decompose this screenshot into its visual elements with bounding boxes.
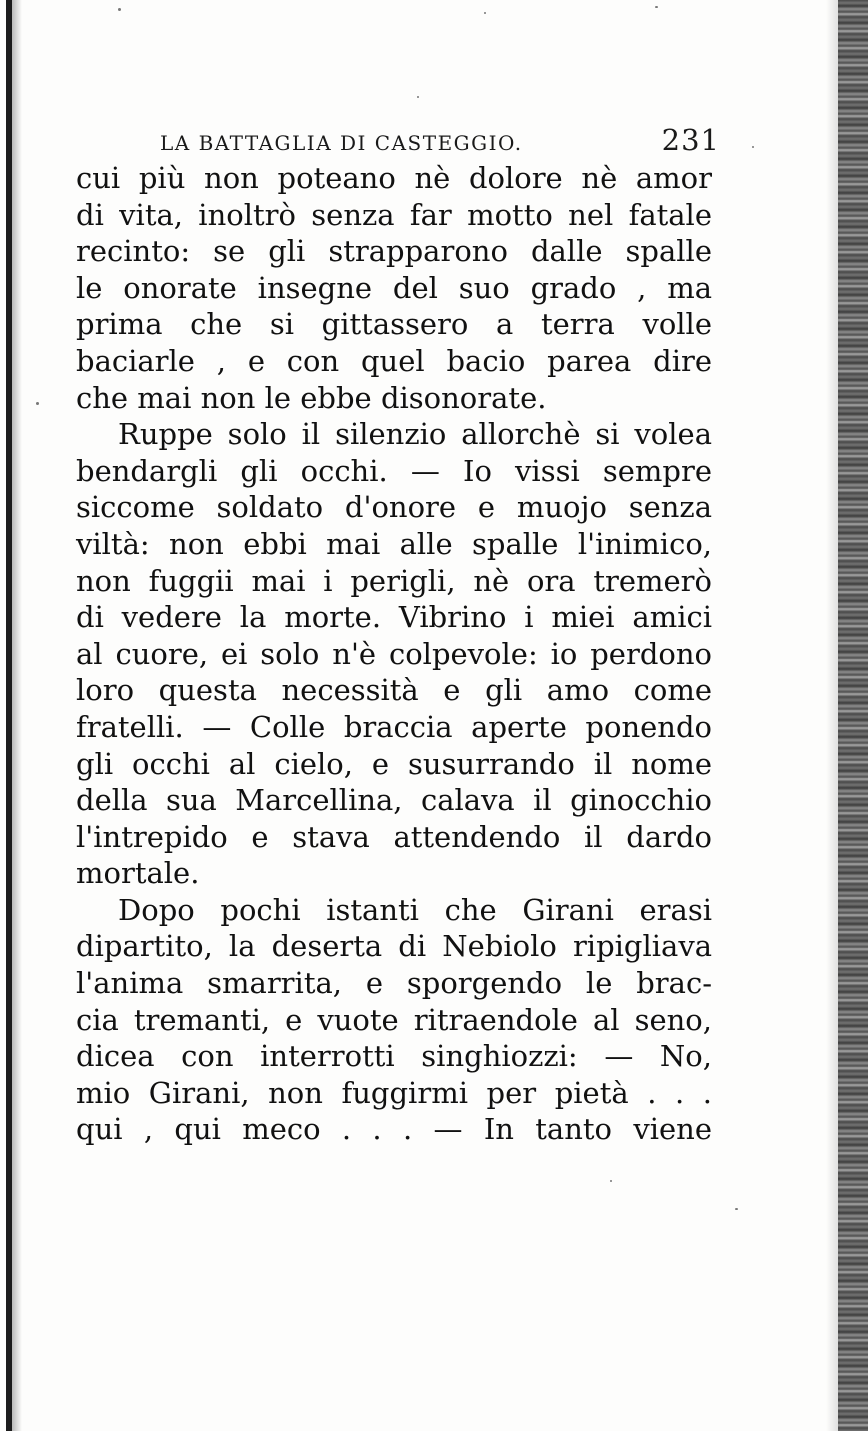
text-line: loro questa necessità e gli amo come bbox=[76, 673, 712, 708]
paper-speck bbox=[752, 146, 754, 148]
text-line: l'intrepido e stava attendendo il dardo bbox=[76, 819, 712, 854]
text-line: non fuggii mai i perigli, nè ora tremerò bbox=[76, 563, 712, 598]
text-line: mortale. bbox=[76, 856, 200, 891]
paper-speck bbox=[36, 402, 39, 405]
paper-speck bbox=[655, 6, 658, 8]
body-text bbox=[76, 160, 712, 1148]
text-line: al cuore, ei solo n'è colpevole: io perdono bbox=[76, 636, 712, 671]
paragraph-first-line: Ruppe solo il silenzio allorchè si volea bbox=[118, 417, 712, 452]
paper-speck bbox=[417, 96, 419, 98]
paper-speck bbox=[610, 1180, 612, 1182]
page-header bbox=[160, 123, 720, 159]
text-line: baciarle , e con quel bacio parea dire bbox=[76, 343, 712, 378]
text-line: dipartito, la deserta di Nebiolo ripigliava bbox=[76, 929, 712, 964]
text-line: recinto: se gli strapparono dalle spalle bbox=[76, 234, 712, 269]
text-line: viltà: non ebbi mai alle spalle l'inimico, bbox=[76, 526, 712, 561]
paper-speck bbox=[735, 1208, 738, 1210]
text-line: gli occhi al cielo, e susurrando il nome bbox=[76, 746, 712, 781]
paper-speck bbox=[484, 12, 486, 14]
text-line: qui , qui meco . . . — In tanto viene bbox=[76, 1112, 712, 1147]
text-line: bendargli gli occhi. — Io vissi sempre bbox=[76, 453, 712, 488]
text-line: della sua Marcellina, calava il ginocchio bbox=[76, 783, 712, 818]
text-line: siccome soldato d'onore e muojo senza bbox=[76, 490, 712, 525]
page-number: 231 bbox=[661, 123, 720, 157]
text-line: le onorate insegne del suo grado , ma bbox=[76, 270, 712, 305]
text-line: mio Girani, non fuggirmi per pietà . . . bbox=[76, 1075, 712, 1110]
binding-shadow bbox=[12, 0, 22, 1431]
text-line: cia tremanti, e vuote ritraendole al seno, bbox=[76, 1002, 712, 1037]
paper-speck bbox=[118, 8, 121, 11]
text-line: fratelli. — Colle braccia aperte ponendo bbox=[76, 709, 712, 744]
text-line: dicea con interrotti singhiozzi: — No, bbox=[76, 1039, 712, 1074]
text-line: cui più non poteano nè dolore nè amor bbox=[76, 161, 712, 195]
text-line: di vedere la morte. Vibrino i miei amici bbox=[76, 600, 712, 635]
running-title: LA BATTAGLIA DI CASTEGGIO. bbox=[160, 131, 523, 155]
text-line: prima che si gittassero a terra volle bbox=[76, 307, 712, 342]
page-stack-edge bbox=[838, 0, 868, 1431]
paragraph-first-line: Dopo pochi istanti che Girani erasi bbox=[118, 892, 712, 927]
text-line: che mai non le ebbe disonorate. bbox=[76, 380, 547, 415]
text-line: l'anima smarrita, e sporgendo le brac- bbox=[76, 966, 712, 1001]
text-line: di vita, inoltrò senza far motto nel fatale bbox=[76, 197, 712, 232]
